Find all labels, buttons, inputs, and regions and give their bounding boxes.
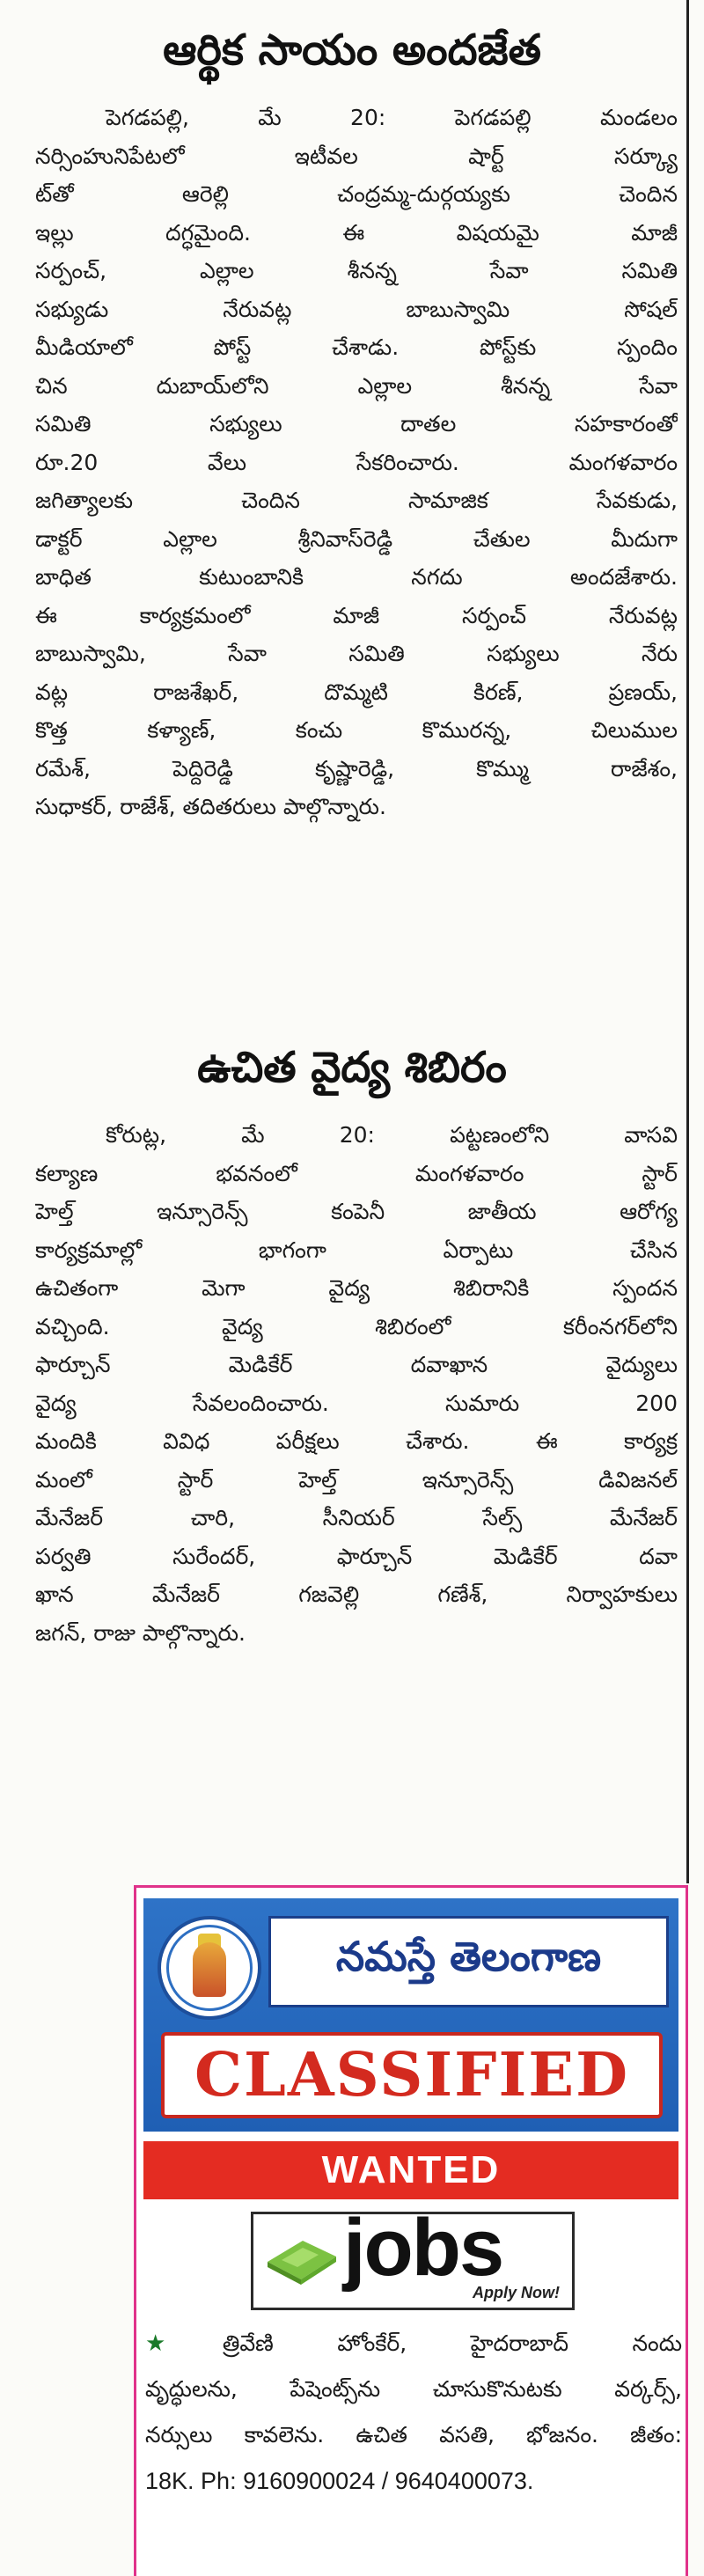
newspaper-name: నమస్తే తెలంగాణ xyxy=(268,1916,669,2007)
article2-line: కార్యక్రమాల్లో భాగంగా ఏర్పాటు చేసిన xyxy=(35,1237,678,1263)
article2-line: వైద్య సేవలందించారు. సుమారు 200 xyxy=(35,1390,678,1416)
article1-body xyxy=(35,99,678,826)
article2-line: ఖాన మేనేజర్ గజవెల్లి గణేశ్, నిర్వాహకులు xyxy=(35,1582,678,1607)
classified-ad-text xyxy=(145,2321,682,2504)
jobs-tagline: Apply Now! xyxy=(473,2284,560,2301)
article1-line: నర్సింహునిపేటలో ఇటీవల షార్ట్ సర్క్యూ xyxy=(35,143,678,169)
article1-line: బాబుస్వామి, సేవా సమితి సభ్యులు నేరు xyxy=(35,641,678,666)
article2-line: ఫార్చూన్ మెడికేర్ దవాఖాన వైద్యులు xyxy=(35,1352,678,1377)
classified-banner xyxy=(143,1898,678,2132)
jobs-logo xyxy=(251,2203,575,2310)
ad-line: నర్సులు కావలెను. ఉచిత వసతి, భోజనం. జీతం: xyxy=(145,2422,682,2448)
article1-line: డాక్టర్ ఎల్లాల శ్రీనివాస్‌రెడ్డి చేతుల మీదుగా xyxy=(35,525,678,552)
article1-line: ఇల్లు దగ్ధమైంది. ఈ విషయమై మాజీ xyxy=(35,219,678,246)
article2-line: పర్వతి సురేందర్, ఫార్చూన్ మెడికేర్ దవా xyxy=(35,1543,678,1569)
article2-line: మందికి వివిధ పరీక్షలు చేశారు. ఈ కార్యక్ర xyxy=(35,1428,678,1454)
article1-line: సర్పంచ్, ఎల్లాల శీనన్న సేవా సమితి xyxy=(35,258,678,283)
article1-line: బాధిత కుటుంబానికి నగదు అందజేశారు. xyxy=(35,564,678,590)
ad-line: ★త్రివేణి హోంకేర్, హైదరాబాద్ నందు xyxy=(145,2330,682,2357)
article1-line: జగిత్యాలకు చెందిన సామాజిక సేవకుడు, xyxy=(35,488,678,513)
article1-line: సభ్యుడు నేరువట్ల బాబుస్వామి సోషల్ xyxy=(35,296,678,322)
article1-line: సమితి సభ్యులు దాతల సహకారంతో xyxy=(35,411,678,437)
article1-line: వట్ల రాజశేఖర్, దొమ్మటి కిరణ్, ప్రణయ్, xyxy=(35,679,678,705)
article2-body xyxy=(35,1116,678,1652)
clipped-previous-text xyxy=(84,0,656,11)
article1-line: ట్‌తో ఆరెల్లి చంద్రమ్మ-దుర్గయ్యకు చెందిన xyxy=(35,181,678,207)
article1-line: ఈ కార్యక్రమంలో మాజీ సర్పంచ్ నేరువట్ల xyxy=(35,602,678,628)
star-icon: ★ xyxy=(145,2330,223,2357)
article1-line: మీడియాలో పోస్ట్ చేశాడు. పోస్ట్‌కు స్పందిం xyxy=(35,334,678,360)
wanted-label: WANTED xyxy=(321,2148,501,2191)
ad-contact-line: 18K. Ph: 9160900024 / 9640400073. xyxy=(145,2468,534,2494)
article2-line: కోరుట్ల, మే 20: పట్టణంలోని వాసవి xyxy=(106,1122,678,1148)
article2-line: మేనేజర్ చారి, సీనియర్ సేల్స్ మేనేజర్ xyxy=(35,1505,678,1530)
article2-line: వచ్చింది. వైద్య శిబిరంలో కరీంనగర్‌లోని xyxy=(35,1313,678,1339)
classified-title-box xyxy=(161,2032,663,2118)
article2-line: హెల్త్ ఇన్సూరెన్స్ కంపెనీ జాతీయ ఆరోగ్య xyxy=(35,1199,678,1224)
jobs-card-icon xyxy=(264,2235,340,2286)
article1-line: రూ.20 వేలు సేకరించారు. మంగళవారం xyxy=(35,449,678,475)
ad-line: వృద్ధులను, పేషెంట్స్‌ను చూసుకొనుటకు వర్కర్స్, xyxy=(145,2376,682,2402)
article2-line: కల్యాణ భవనంలో మంగళవారం స్టార్ xyxy=(35,1160,678,1186)
article2-line: మంలో స్టార్ హెల్త్ ఇన్సూరెన్స్ డివిజనల్ xyxy=(35,1466,678,1493)
newspaper-seal-logo xyxy=(158,1916,261,2020)
wanted-bar xyxy=(143,2141,678,2199)
classified-title: CLASSIFIED xyxy=(194,2040,630,2110)
article1-line: చిన దుబాయ్‌లోని ఎల్లాల శీనన్న సేవా xyxy=(35,372,678,399)
classified-ad xyxy=(134,1885,688,2576)
jobs-wordmark: jobs xyxy=(343,2203,503,2293)
article2-headline: ఉచిత వైద్య శిబిరం xyxy=(197,1043,507,1092)
article1-headline: ఆర్థిక సాయం అందజేత xyxy=(163,26,541,75)
article1-line: పెగడపల్లి, మే 20: పెగడపల్లి మండలం xyxy=(106,105,678,130)
article1-line: రమేశ్, పెద్దిరెడ్డి కృష్ణారెడ్డి, కొమ్ము రాజేశం, xyxy=(35,755,678,782)
article2-line: జగన్, రాజు పాల్గొన్నారు. xyxy=(35,1619,246,1646)
article2-line: ఉచితంగా మెగా వైద్య శిబిరానికి స్పందన xyxy=(35,1275,678,1301)
article1-line: సుధాకర్, రాజేశ్, తదితరులు పాల్గొన్నారు. xyxy=(35,794,386,819)
article1-line: కొత్త కళ్యాణ్, కంచు కొమురన్న, చిలుముల xyxy=(35,717,678,743)
column-rule xyxy=(686,0,689,1883)
